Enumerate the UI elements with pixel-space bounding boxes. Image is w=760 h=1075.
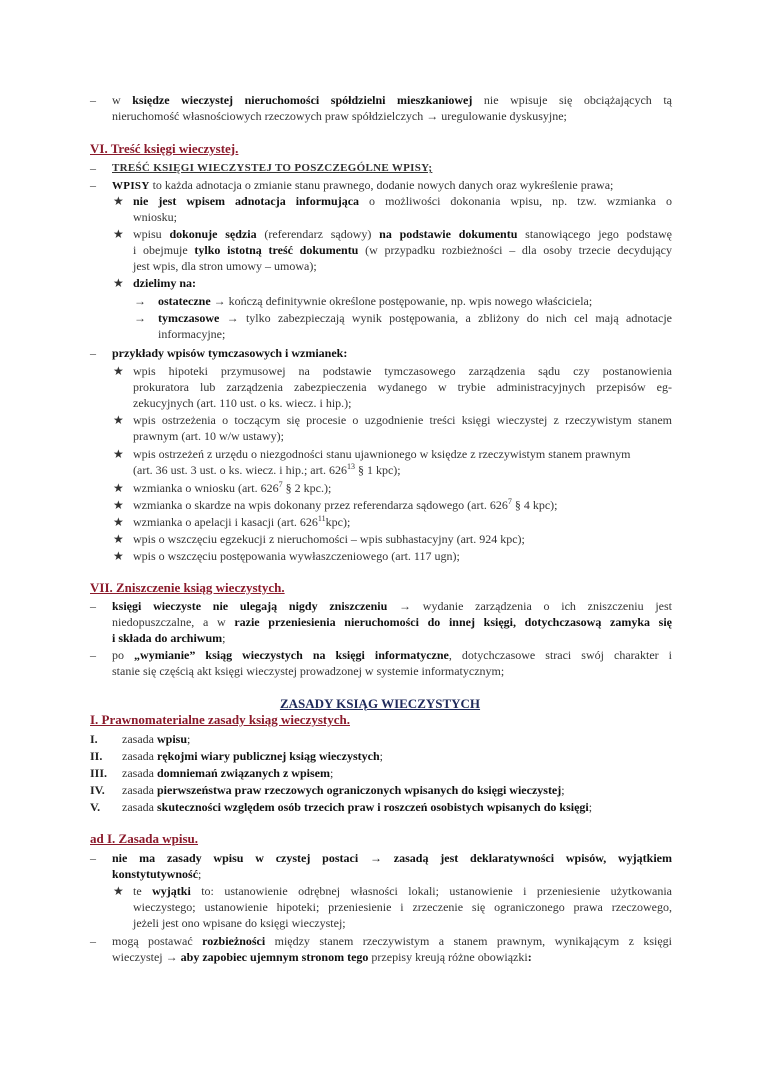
star-bullet: ★: [113, 515, 124, 529]
list-item: wzmianka o wniosku (art. $626^7$ § 2 kpc.);: [133, 480, 332, 495]
star-bullet: ★: [113, 884, 124, 898]
list-item: informacyjne;: [158, 327, 226, 341]
list-item: wpis o wszczęciu postępowania wywłaszczeniowego (art. 117 ugn);: [133, 549, 460, 563]
list-item: wzmianka o apelacji i kasacji (art. $626^{11}kpc$);: [133, 514, 351, 529]
star-bullet: ★: [113, 447, 124, 461]
dash-bullet: –: [90, 346, 96, 360]
section-heading: ad I. Zasada wpisu.: [90, 831, 199, 846]
star-bullet: ★: [113, 276, 124, 290]
star-bullet: ★: [113, 549, 124, 563]
star-bullet: ★: [113, 194, 124, 208]
list-item: zasada wpisu;: [122, 732, 191, 746]
list-item: jeżeli jest ono wpisane do księgi wieczystej;: [133, 916, 346, 930]
list-item: nie jest wpisem adnotacja informująca o możliwości dokonania wpisu, np. tzw. wzmianka o: [133, 194, 673, 208]
dash-bullet: –: [90, 851, 96, 865]
paragraph: wieczystej → aby zapobiec ujemnym stronom tego przepisy kreują różne obowiązki:: [112, 950, 532, 964]
section-heading: VI. Treść księgi wieczystej.: [90, 141, 239, 156]
dash-bullet: –: [90, 599, 96, 613]
star-bullet: ★: [113, 532, 124, 546]
star-bullet: ★: [113, 481, 124, 495]
list-item: wpis o wszczęciu egzekucji z nieruchomości – wpis subhastacyjny (art. 924 kpc);: [133, 532, 525, 546]
arrow-bullet: →: [134, 311, 146, 325]
chapter-title: ZASADY KSIĄG WIECZYSTYCH: [279, 696, 481, 711]
paragraph: niedopuszczalne, a w razie przeniesienia nieruchomości do innej księgi, dotychczasową zamyka się: [112, 615, 672, 629]
list-item: dzielimy na:: [133, 276, 196, 290]
list-item: wpis hipoteki przymusowej na podstawie tymczasowego zarządzenia sądu czy postanowienia: [133, 364, 672, 378]
list-item: te wyjątki to: ustanowienie odrębnej własności lokali; ustanowienie i przeniesienie użytkowania: [133, 884, 672, 898]
paragraph: TREŚĆ KSIĘGI WIECZYSTEJ TO POSZCZEGÓLNE WPISY;: [112, 162, 433, 174]
section-heading: I. Prawnomaterialne zasady ksiąg wieczystych.: [90, 712, 350, 727]
paragraph: konstytutywność;: [112, 867, 202, 881]
roman-numeral: IV.: [90, 783, 105, 797]
list-item: wniosku;: [133, 210, 178, 224]
dash-bullet: –: [90, 648, 96, 662]
star-bullet: ★: [113, 413, 124, 427]
list-item: wpisu dokonuje sędzia (referendarz sądowy) na podstawie dokumentu stanowiącego jego podstawę: [133, 227, 673, 241]
star-bullet: ★: [113, 364, 124, 378]
list-item: tymczasowe → tylko zabezpieczają wynik postępowania, a zbliżony do nich cel mają adnotacje: [158, 311, 672, 325]
list-item: zasada domniemań związanych z wpisem;: [122, 766, 334, 780]
roman-numeral: II.: [90, 749, 103, 763]
list-item: zasada pierwszeństwa praw rzeczowych ograniczonych wpisanych do księgi wieczystej;: [122, 783, 565, 797]
section-heading: VII. Zniszczenie ksiąg wieczystych.: [90, 580, 285, 595]
list-item: wzmianka o skardze na wpis dokonany przez referendarza sądowego (art. $626^7$ § 4 kpc);: [133, 497, 558, 512]
intro-line: w księdze wieczystej nieruchomości spółdzielni mieszkaniowej nie wpisuje się obciążających tą: [112, 93, 673, 107]
list-item: zasada skuteczności względem osób trzecich praw i roszczeń osobistych wpisanych do księgi;: [122, 800, 593, 814]
roman-numeral: III.: [90, 766, 108, 780]
paragraph: stanie się częścią akt księgi wieczystej prowadzonej w systemie informatycznym;: [112, 664, 505, 678]
list-item: wpis ostrzeżenia o toczącym się procesie o uzgodnienie treści księgi wieczystej z rzeczywistym stanem: [133, 413, 672, 427]
dash-bullet: –: [90, 93, 96, 107]
list-item: zasada rękojmi wiary publicznej ksiąg wieczystych;: [122, 749, 383, 763]
paragraph: WPISY to każda adnotacja o zmianie stanu prawnego, dodanie nowych danych oraz wykreślenie prawa;: [112, 178, 614, 192]
paragraph: nie ma zasady wpisu w czystej postaci → zasadą jest deklaratywności wpisów, wyjątkiem: [112, 851, 672, 865]
paragraph: po „wymianie” ksiąg wieczystych na księgi informatyczne, dotychczasowe straci swój charakter i: [112, 648, 673, 662]
list-item: jest wpis, dla stron umowy – umowa);: [133, 259, 317, 273]
star-bullet: ★: [113, 227, 124, 241]
intro-line: nieruchomość własnościowych rzeczowych praw spółdzielczych → uregulowanie dyskusyjne;: [112, 109, 567, 123]
list-item: wieczystego; ustanowienie hipoteki; przeniesienie i zrzeczenie się ograniczonego prawa rzeczowego,: [133, 900, 672, 914]
list-item: prawnym (art. 10 w/w ustawy);: [133, 429, 284, 443]
list-item: wpis ostrzeżeń z urzędu o niezgodności stanu ujawnionego w księdze z rzeczywistym stanem prawnym: [133, 447, 631, 461]
arrow-bullet: →: [134, 294, 146, 308]
paragraph: i składa do archiwum;: [112, 631, 226, 645]
paragraph: mogą postawać rozbieżności między stanem rzeczywistym a stanem prawnym, wynikającym z księgi: [112, 934, 672, 948]
dash-bullet: –: [90, 934, 96, 948]
paragraph: księgi wieczyste nie ulegają nigdy zniszczeniu → wydanie zarządzenia o ich zniszczeniu jest: [112, 599, 672, 613]
list-item: prokuratora lub zarządzenia zabezpieczenia wydanego w trybie administracyjnych przepisów eg-: [133, 380, 672, 394]
paragraph: przykłady wpisów tymczasowych i wzmianek:: [112, 346, 348, 360]
roman-numeral: I.: [90, 732, 98, 746]
dash-bullet: –: [90, 161, 96, 175]
list-item: (art. 36 ust. 3 ust. o ks. wiecz. i hip.; art. $626^{13}$ § 1 kpc);: [133, 462, 401, 477]
dash-bullet: –: [90, 178, 96, 192]
roman-numeral: V.: [90, 800, 101, 814]
list-item: zekucyjnych (art. 110 ust. o ks. wiecz. i hip.);: [133, 396, 352, 410]
list-item: i obejmuje tylko istotną treść dokumentu (w przypadku rozbieżności – dla osoby trzecie decydujący: [133, 243, 672, 257]
list-item: ostateczne → kończą definitywnie określone postępowanie, np. wpis nowego właściciela;: [158, 294, 593, 308]
star-bullet: ★: [113, 498, 124, 512]
